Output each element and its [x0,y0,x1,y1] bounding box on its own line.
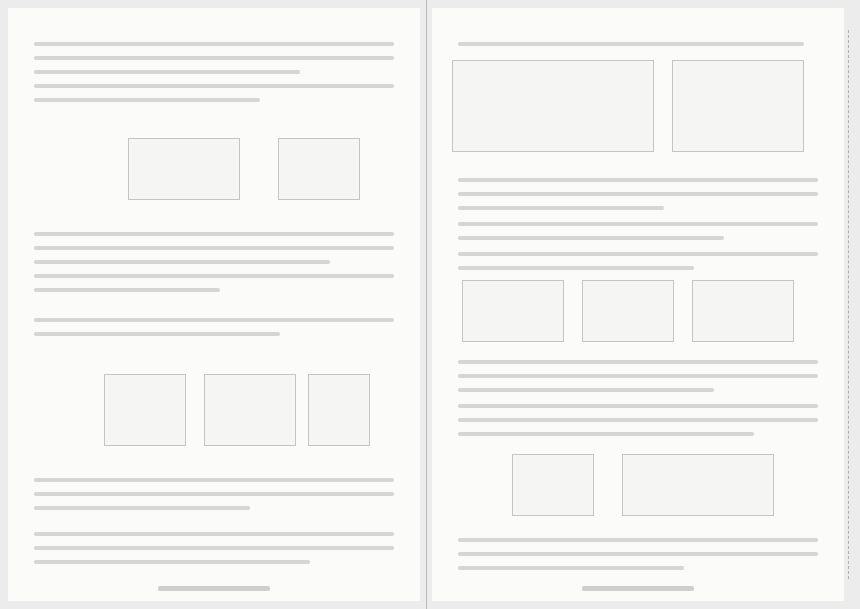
text-line [458,252,818,256]
text-line [34,478,394,482]
figure-left-3 [104,374,186,446]
figure-left-2 [278,138,360,200]
page-left [8,8,420,601]
text-line [458,552,818,556]
figure-right-2 [672,60,804,152]
figure-left-5 [308,374,370,446]
text-line [34,492,394,496]
figure-right-6 [512,454,594,516]
text-line [34,42,394,46]
text-line [34,260,330,264]
text-line [34,84,394,88]
figure-left-4 [204,374,296,446]
text-line [458,388,714,392]
text-line [458,374,818,378]
binding-margin [848,30,849,579]
figure-right-3 [462,280,564,342]
text-line [458,404,818,408]
text-line [34,232,394,236]
text-line [34,318,394,322]
figure-right-4 [582,280,674,342]
page-footer [158,586,270,591]
text-line [458,178,818,182]
text-line [34,560,310,564]
figure-left-1 [128,138,240,200]
text-line [34,274,394,278]
text-line [458,418,818,422]
page-fold [426,0,427,609]
text-line [34,546,394,550]
text-line [458,266,694,270]
text-line [34,70,300,74]
text-line [34,506,250,510]
text-line [34,98,260,102]
text-line [458,538,818,542]
text-line [34,246,394,250]
page-right [432,8,844,601]
figure-right-1 [452,60,654,152]
text-line [34,532,394,536]
text-line [458,360,818,364]
figure-right-5 [692,280,794,342]
text-line [458,432,754,436]
text-line [34,288,220,292]
page-footer [582,586,694,591]
text-line [458,222,818,226]
text-line [34,56,394,60]
text-line [34,332,280,336]
text-line [458,192,818,196]
text-line [458,236,724,240]
text-line [458,566,684,570]
text-line [458,42,804,46]
figure-right-7 [622,454,774,516]
text-line [458,206,664,210]
